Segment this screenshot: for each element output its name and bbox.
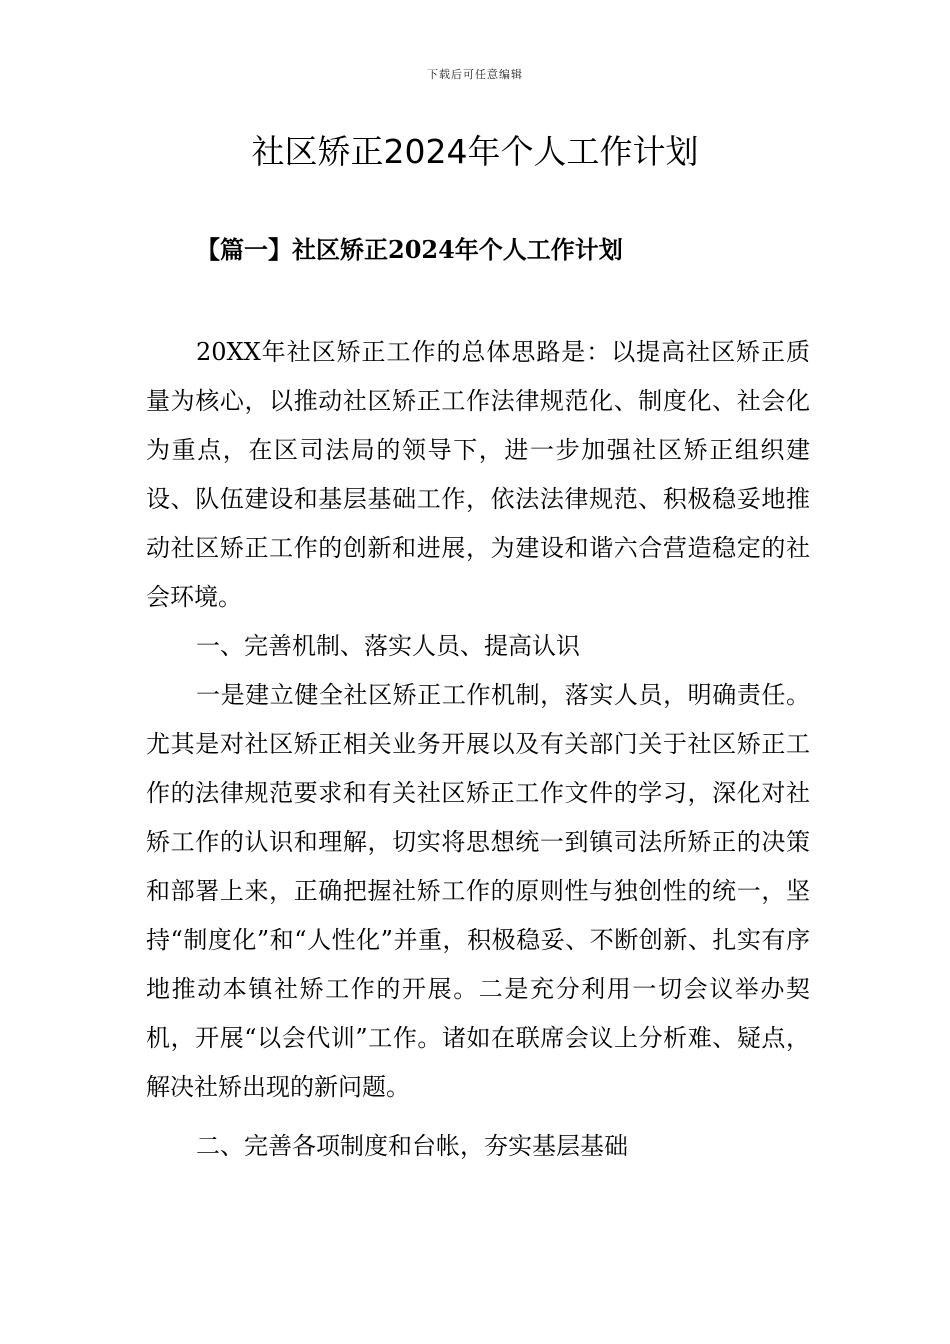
document-body — [146, 328, 810, 1171]
document-title: 社区矫正2024年个人工作计划 — [251, 132, 699, 171]
paragraph-one: 一是建立健全社区矫正工作机制，落实人员，明确责任。尤其是对社区矫正相关业务开展以及有关部门关于社区矫正工作的法律规范要求和有关社区矫正工作文件的学习，深化对社矫工作的认识和理解，切实将思想统一到镇司法所矫正的决策和部署上来，正确把握社矫工作的原则性与独创性的统一，坚持“制度化”和“人性化”并重，积极稳妥、不断创新、扎实有序地推动本镇社矫工作的开展。二是充分利用一切会议举办契机，开展“以会代训”工作。诸如在联席会议上分析难、疑点，解决社矫出现的新问题。 — [146, 681, 810, 1101]
heading-one: 一、完善机制、落实人员、提高认识 — [196, 632, 580, 660]
header-note: 下载后可任意编辑 — [427, 68, 523, 81]
section-title: 【篇一】社区矫正2024年个人工作计划 — [196, 235, 623, 264]
paragraph-intro: 20XX年社区矫正工作的总体思路是：以提高社区矫正质量为核心，以推动社区矫正工作法律规范化、制度化、社会化为重点，在区司法局的领导下，进一步加强社区矫正组织建设、队伍建设和基层基础工作，依法法律规范、积极稳妥地推动社区矫正工作的创新和进展，为建设和谐六合营造稳定的社会环境。 — [146, 338, 810, 611]
heading-two: 二、完善各项制度和台帐，夯实基层基础 — [196, 1132, 628, 1160]
